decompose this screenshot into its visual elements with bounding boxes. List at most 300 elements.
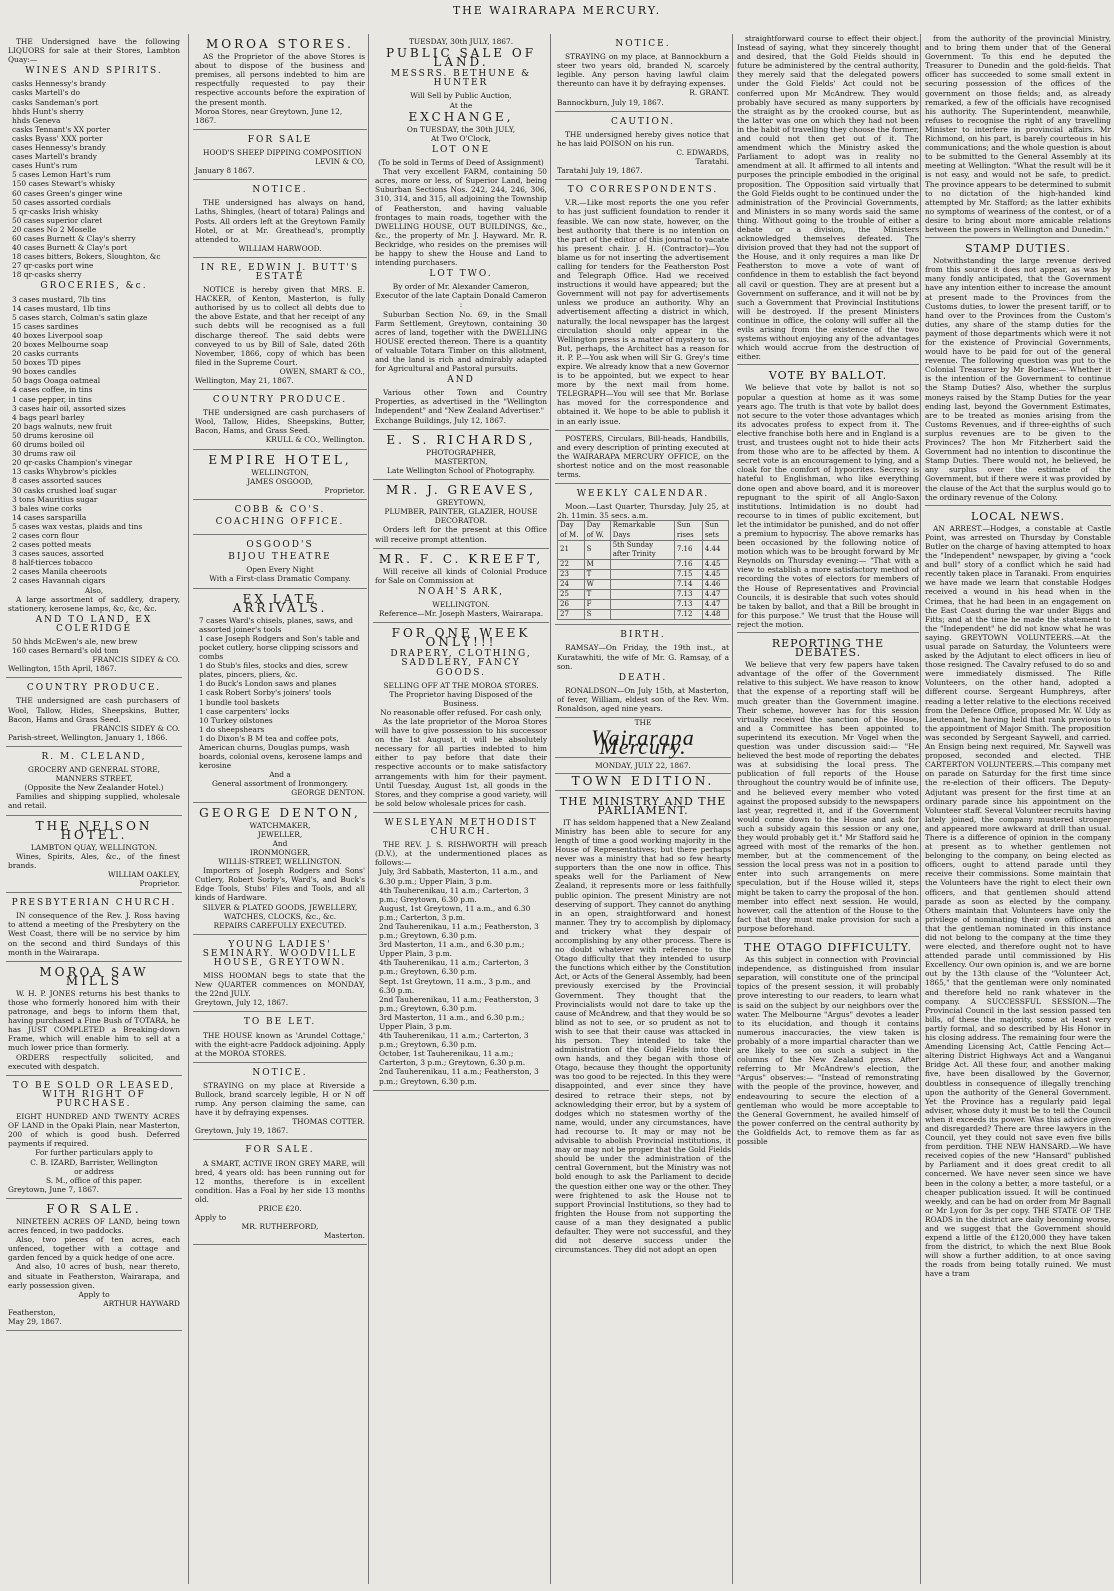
death-notice: RONALDSON—On July 15th, at Masterton, of fever, William, eldest son of the Rev. Wm. Ronaldson, aged nine years.: [557, 685, 729, 713]
ad-address: MASTERTON,: [434, 456, 488, 466]
calendar-row: [558, 590, 729, 600]
grocery-list: [8, 295, 180, 586]
ad-place: Masterton.: [323, 1231, 365, 1241]
section-heading: BIRTH.: [620, 630, 666, 641]
signature: THOMAS COTTER.: [292, 1117, 365, 1127]
ad-date: Greytown, June 7, 1867.: [8, 1184, 99, 1194]
list-item: hhds Geneva: [12, 115, 61, 125]
saw-mills-ad: [6, 962, 182, 1076]
ad-text: HOOD'S SHEEP DIPPING COMPOSITION: [203, 147, 362, 157]
list-item: cases Hennessy's brandy: [12, 143, 106, 153]
sidey-liquors-ad: [6, 34, 182, 678]
article-heading: THE OTAGO DIFFICULTY.: [743, 941, 912, 954]
ad-text: A SMART, ACTIVE IRON GREY MARE, will bred, 4 years old: has been running out for 12 months, therefore is in excellent condition. Has a Foal by her side 13 months old.: [195, 1158, 365, 1204]
ad-heading: TO BE LET.: [243, 1017, 317, 1028]
calendar-cell: 4.45: [702, 559, 728, 569]
list-item: hhds Hunt's sherry: [12, 106, 84, 116]
list-item: 4th Tauherenikau, 11 a.m.; Carterton, 3 p.m.; Greytown, 6.30 p.m.: [379, 958, 529, 977]
list-item: 4th Tauherenikau, 11 a.m.; Carterton, 3 p.m.; Greytown, 6.30 p.m.: [379, 1031, 529, 1050]
list-item: 1 case Joseph Rodgers and Son's table and pocket cutlery, horse clipping scissors and combs: [199, 633, 360, 662]
list-item: 30 drums raw oil: [12, 449, 76, 459]
ad-text: Late Wellington School of Photography.: [387, 465, 535, 475]
calendar-cell: 7.12: [674, 610, 702, 620]
ad-subheading: DRAPERY, CLOTHING, SADDLERY, FANCY GOODS.: [390, 649, 532, 678]
ad-text: THE undersigned has always on hand, Laths, Shingles, (heart of totara) Palings and Posts. All orders left at the Greytown Family Hotel, or at Mr. Greathead's, promptly attended to.: [195, 198, 365, 244]
calendar-cell: T: [584, 590, 610, 600]
ad-text: And a: [269, 770, 291, 780]
list-item: 2 cases Havannah cigars: [12, 576, 106, 586]
list-item: 50 bags Ooaga oatmeal: [12, 376, 101, 386]
ad-heading: NOTICE.: [252, 185, 308, 196]
article-text: AN ARREST.—Hodges, a constable at Castle Point, was arrested on Thursday by Constable Butler on the charge of having attempted to hoax the "Independent" newspaper, by giving a "cock and bull" story of a conflict which he said had recently taken place in Taranaki. From enquiries we have made we learn that constable Hodges received a wound in his head when in the Crimea, that he had been in an engagement on the East Coast during the war under Biggs and Fitts; and at the time he made the statement to the "Independent" he did not know what he was saying. GREYTOWN VOLUNTEERS.—At the usual parade on Saturday, the Volunteers were asked by the Adjutant to elect officers in lieu of those resigned. The Cavalry refused to do so and were immediately dismissed. The Rifle Volunteers, on the other hand, adopted a different course. Sergeant Humphreys, after reading a letter relative to the elections received from the Defence Office, proposed Mr. W. Udy as Lieutenant, he having held that rank previous to the appointment of Major Smith. The proposition was seconded by Sergeant Saywell, and carried. An Ensign being next required, Mr. Saywell was proposed, seconded and elected. THE CARTERTON VOLUNTEERS.—This company met on parade on Saturday for the first time since the re-election of their officers. The Deputy-Adjutant was present for the first time at an ordinary parade since his appointment on the Volunteer staff. Several Volunteer recruits having lately joined, the company mustered stronger and appeared more awkward at drill than usual. There is a difference of opinion in the company at present as to whether gentlemen not belonging to the company, on being elected as officers, ought to attend parade until they receive their commissions. Some maintain that the Volunteers have the right to elect their own officers, and that gentlemen should attend parade as soon as elected by the company. Others maintain that Volunteers have only the privilege of nominating their own officers and that the gentleman nominated in this instance did not belong to the company at the time they were elected, and therefore ought not to have attended parade until commissioned by His Excellency. Our own opinion is, and we are borne out by the 13th clause of the "Volunteer Act, 1865," that the gentleman were only nominated and therefore held no rank whatever in the company. A SUCCESSFUL SESSION.—The Provincial Council in the last session passed ten bills, of these the majority, some at least very partly formal, and so described by His Honor in his closing address. The remaining four were the Amending Licensing Act, Cattle Fencing Act—altering District Highways Act and a Wanganui Bridge Act. All these four, and another making five, have been disallowed by the Governor, doubtless in consequence of illegally trenching upon the authority of the General Government. Yet the Province has a regularly paid legal adviser, whose duty it must be to tell the Council when it exceeds its power. Was this advice given and disregarded? There are three lawyers in the Council, yet they could not save even five bills from perdition. THE NEW HANSARD.—We have received copies of the new "Hansard" published by Parliament and it does great credit to all concerned. We have never seen since we have been in the colony a better, a more tasteful, or a cheaper publication issued. It will be continued weekly, and can be had on order from Mr Bagnall or Mr Lyon for 3s per copy. THE STATE OF THE ROADS in the district are daily becoming worse, and we suggest that the Government should expend a little of the £120,000 they have taken from the district, to which the next Blue Book will show a further addition, to at once saving the roads from being totally ruined. We must have a tram: [925, 523, 1111, 1279]
moroa-stores-ad: [193, 34, 367, 130]
ad-address: MANNERS STREET,: [55, 774, 133, 784]
signature: WILLIAM HARWOOD.: [238, 243, 322, 253]
calendar-cell: [610, 590, 674, 600]
section-heading: DEATH.: [618, 672, 668, 683]
butt-estate-notice: [193, 258, 367, 390]
ad-text: As the late proprietor of the Moroa Stores will have to give possession to his successor on the 1st August, it will be absolutely necessary for all parties indebted to him either to pay before that date their respective accounts or to make satisfactory arrangements with him for their payment. Until Tuesday, August 1st, all goods in the Stores, and they comprise a good variety, will be sold below wholesale prices for cash.: [375, 717, 547, 808]
list-item: 1 do sheepshears: [199, 724, 265, 734]
calendar-header-cell: Day of W.: [584, 521, 610, 540]
calendar-cell: 4.44: [702, 540, 728, 559]
ad-subheading: PLUMBER, PAINTER, GLAZIER, HOUSE DECORATOR.: [384, 507, 538, 526]
list-item: 60 cases Green's ginger wine: [12, 188, 123, 198]
signature-role: Proprietor.: [139, 879, 180, 889]
paper-nameplate: [555, 718, 731, 790]
list-item: 40 cases Burnett & Clay's port: [12, 243, 128, 253]
to-let-ad: [193, 1012, 367, 1062]
list-item: 2nd Tauherenikau, 11 a.m.; Featherston, 3 p.m.; Greytown, 6.30 p.m.: [379, 994, 539, 1013]
signature: FRANCIS SIDEY & CO.: [92, 655, 180, 665]
list-item: 13 casks Whybrow's pickles: [12, 467, 117, 477]
ad-address: GREYTOWN,: [436, 498, 486, 508]
calendar-body: [558, 540, 729, 620]
ad-text: IN consequence of the Rev. J. Ross having to attend a meeting of the Presbytery on the West Coast, there will be no service by him on the second and third Sundays of this month in the Wairarapa.: [8, 911, 180, 957]
column-5: [732, 34, 919, 1584]
ad-heading: YOUNG LADIES' SEMINARY. WOODVILLE HOUSE, GREYTOWN.: [202, 939, 358, 968]
article-heading: VOTE BY BALLOT.: [768, 369, 888, 383]
calendar-cell: 27: [558, 610, 585, 620]
list-item: 50 cases superior claret: [12, 215, 103, 225]
article-text: Notwithstanding the large revenue derived from this source it does not appear, as was by many fondly anticipated, that the Government have any intention either to increase the amount at present made to the Provinces from the Customs duties, to lower the present tariff, or to hand over to the Provinces from the Custom's duties, any share of the stamp duties for the payment of those departments which were it not for the existence of Provincial Governments, would have to be paid for out of the general revenue. The following question was put to the Colonial Treasurer by Mr Borlase:— Whether it is the intention of the Government to continue the Stamp Duties? Also, whether the surplus moneys raised by the Stamp Duties for the year ending last, beyond the Government Estimates, are to be treated as monies arising from the Customs Revenues, and if three-eighths of such surplus revenues are to be given to the Provinces? The hon Mr Fitzherbert said the Government had no intention to discontinue the Stamp Duties. There would not, he believed, be any surplus over the estimate of the Government, but if there were it was provided by the clause of the Act that the surplus would go to the ordinary revenue of the Colony.: [925, 256, 1111, 502]
list-item: 3 cases sauces, assorted: [12, 549, 104, 559]
ad-text: No reasonable offer refused. For cash only,: [380, 707, 542, 717]
lot-subheading: By order of Mr. Alexander Cameron, Executor of the late Captain Donald Cameron :: [375, 282, 547, 310]
ad-subheading: And: [272, 838, 288, 848]
list-item: 1 do Stub's files, stocks and dies, screw plates, pincers, pliers, &c.: [199, 661, 348, 680]
ad-text: With a First-class Dramatic Company.: [209, 574, 351, 584]
ad-place: Taratahi.: [695, 157, 729, 167]
edition-label: TOWN EDITION.: [571, 774, 715, 789]
lot-text: Various other Town and Country Properties, as advertised in the "Wellington Independent" and "New Zealand Advertiser.": [375, 388, 547, 416]
ad-date: TUESDAY, 30th JULY, 1867.: [408, 37, 514, 46]
ad-address: WELLINGTON.: [432, 599, 490, 609]
sheep-dip-ad: [193, 130, 367, 180]
list-item: 2nd Tauherenikau, 11 a.m.; Featherston, 3 p.m.; Greytown, 6.30 p.m.: [379, 921, 539, 941]
signature: ARTHUR HAYWARD: [103, 1298, 180, 1308]
section-heading: WEEKLY CALENDAR.: [576, 489, 710, 500]
ministry-article: [555, 794, 731, 1255]
list-item: 18 qr-casks sherry: [12, 270, 82, 280]
krull-produce-ad: [193, 390, 367, 449]
calendar-cell: 4.47: [702, 590, 728, 600]
signature: MR. RUTHERFORD,: [241, 1222, 319, 1232]
article-text: We believe that vote by ballot is not so popular a question at home as it was some years ago. The truth is that vote by ballot does not secure to the voter those advantages which its advocates profess to expect from it. The elective franchise both here and in England is a trust, and trustees ought not to hide their acts from those who are to be affected by them. A secret vote is an encouragement to lying, and a cloak for the comfort of hypocrites. Secrecy is hateful to Englishman, who like everything done open and above board, and it is moreover repugnant to the spirit of all Anglo-Saxon institutions. Intimidation is no doubt had recourse to in times of public excitement, but let the intimidator be punished, and do not offer a premium to hypocrisy. The above remarks has been occasioned by the following notice of motion which was to be brought forward by Mr Reynolds on Thursday evening:— "That with a view to establish a more satisfactory method of recording the votes of electors for members of the House of Representatives and Provincial Councils, it is desirable that such votes should be taken by ballot, and that a Bill be brought in for this purpose." We trust that the House will reject the motion.: [737, 383, 919, 629]
nelson-hotel-ad: [6, 816, 182, 894]
weekly-calendar: [555, 484, 731, 625]
ad-text: POSTERS, Circulars, Bill-heads, Handbills, and every description of printing executed at the WAIRARAPA MERCURY OFFICE, on the shortest notice and on the most reasonable terms.: [557, 433, 729, 480]
list-item: 50 drums kerosine oil: [12, 430, 94, 440]
land-list: [8, 637, 180, 655]
signature: LEVIN & CO,: [315, 157, 365, 167]
calendar-cell: F: [584, 600, 610, 610]
lot-text: Suburban Section No. 69, in the Small Farm Settlement, Greytown, containing 30 acres of land, together with the DWELLING HOUSE erected thereon. There is a quantity of valuable Totara Timber on this allotment, and the land is rich and admirably adapted for Agricultural and Pastoral pursuits.: [375, 309, 547, 374]
grey-mare-ad: [193, 1140, 367, 1245]
ad-text: W. H. P. JONES returns his best thanks to those who formerly honored him with their patronage, and begs to inform them that, having purchased a Fine Bush of TOTARA, he has JUST COMPLETED a Breaking-down Frame, which will enable him to sell at a much lower price than formerly.: [8, 988, 180, 1053]
ad-text: MISS HOOMAN begs to state that the New QUARTER commences on MONDAY, the 22nd JULY.: [195, 971, 365, 999]
list-item: 20 casks currants: [12, 349, 79, 359]
ad-heading: THE NELSON HOTEL.: [35, 818, 153, 842]
list-item: cases Hunt's rum: [12, 161, 78, 171]
ad-heading: R. M. CLELAND,: [41, 751, 147, 762]
ad-text: NOTICE is hereby given that MRS. E. HACKER, of Kenton, Masterton, is fully authorised by us to collect all debts due to the above Estate, and that her receipt of any such debts will be recognised as a full discharge thereof. The said debts were conveyed to us by Bill of Sale, dated 26th November, 1866, copy of which has been filed in the Supreme Court.: [195, 285, 365, 367]
ad-date: Wellington, 15th April, 1867.: [8, 664, 117, 674]
lot-heading: LOT ONE: [431, 144, 491, 155]
calendar-row: [558, 540, 729, 559]
list-item: 40 boxes Liverpool soap: [12, 330, 103, 340]
calendar-cell: 7.13: [674, 590, 702, 600]
list-item: August, 1st Greytown, 11 a.m., and 6.30 p.m.; Carterton, 3 p.m.: [379, 903, 531, 922]
ad-heading: FOR SALE: [247, 134, 313, 145]
one-week-sale-ad: [373, 623, 549, 813]
ad-heading: IN RE, EDWIN J. BUTT'S ESTATE: [200, 262, 360, 282]
list-item: 10 Turkey oilstones: [199, 715, 273, 725]
list-item: 7 cases Ward's chisels, planes, saws, and assorted joiner's tools: [199, 615, 354, 634]
ad-text: THE REV. J. S. RISHWORTH will preach (D.V.), at the undermentioned places as follows:—: [375, 840, 547, 868]
wine-list: [8, 79, 180, 279]
calendar-cell: 25: [558, 590, 585, 600]
ad-date: Bannockburn, July 19, 1867.: [557, 97, 664, 107]
ad-heading: MR. F. C. KREEFT,: [378, 551, 544, 566]
list-item: 5 qr-casks Irish whisky: [12, 206, 99, 216]
list-item: 3rd Masterton, 11 a.m., and 6.30 p.m.; Upper Plain, 3 p.m.: [379, 1012, 525, 1031]
calendar-cell: [610, 569, 674, 579]
ad-text: THE HOUSE known as 'Arundel Cottage,' with the eight-acre Paddock adjoining. Apply at the MOROA STORES.: [195, 1030, 365, 1058]
section-text: V.R.—Like most reports the one you refer to has just sufficient foundation to render it feasible. We can now state, however, on the best authority that there is no intention on the part of the editor of this journal to vacate his present chair. J. H. (Contractor)—You blame us for not inserting the advertisement calling for tenders for the Featherston Post and Telegraph Office. Had we received instructions it would have appeared; but the Government will not pay for advertisements unless we produce an authority. Why an advertisement affecting a district in which, naturally, the local newspaper has the largest circulation should only appear in the Wellington press is a matter of mystery to us. But, perhaps, the Architect has a reason for it. P. P.—You ask when will Sir G. Grey's time expire. We already know that a new Governor is to be appointed, but we expect to hear more by the next mail from home. TELEGRAPH—You will see that Mr. Borlase has moved for the correspondence and obtained it. We hope to be able to publish it in an early issue.: [557, 198, 729, 426]
list-item: 2 cases Manila cheeroots: [12, 567, 107, 577]
greaves-ad: [373, 480, 549, 549]
list-item: 18 cases bitters, Bokers, Sloughton, &c: [12, 252, 161, 262]
caution-notice: [555, 112, 731, 181]
article-heading: LOCAL NEWS.: [970, 509, 1066, 523]
calendar-cell: S: [584, 540, 610, 559]
list-item: 1 case pepper, in tins: [12, 394, 92, 404]
lot-text: That very excellent FARM, containing 50 acres, more or less, of Superior Land, being Suburban Sections Nos. 242, 244, 246, 306, 310, 314, and 315, all adjoining the Township of Featherston, and having valuable frontages to main roads, together with the DWELLING HOUSE, OUT BUILDINGS, &c., &c., the property of Mr. J. Hayward. Mr. R. Beckridge, who resides on the premises will be happy to shew the House and Land to intending purchasers.: [375, 167, 547, 268]
ad-text: SILVER & PLATED GOODS, JEWELLERY, WATCHES, CLOCKS, &c., &c.: [202, 902, 358, 921]
cotter-notice: [193, 1063, 367, 1141]
list-item: 14 cases mustard, 1lb tins: [12, 303, 111, 313]
cobb-coaching-ad: [193, 500, 367, 535]
ad-heading: E. S. RICHARDS,: [386, 432, 536, 447]
list-item: 90 boxes candles: [12, 367, 77, 377]
ad-text: THE undersigned are cash purchasers of Wool, Tallow, Hides, Sheepskins, Butter, Bacon, Hams, and Grass Seed.: [195, 408, 365, 436]
list-item: 20 cases No 2 Moselle: [12, 224, 97, 234]
ad-text: THE undersigned hereby gives notice that he has laid POISON on his run.: [557, 129, 729, 148]
ad-heading: CAUTION.: [610, 116, 676, 127]
calendar-header-cell: Sun rises: [674, 521, 702, 540]
ad-text: STRAYING on my place at Riverside a Bullock, brand scarcely legible, H or N off rump. Any person claiming the same, can have it by defraying expenses.: [195, 1080, 365, 1118]
column-1: [6, 34, 182, 1584]
public-sale-ad: [373, 34, 549, 430]
ad-text: Reference—Mr. Joseph Masters, Wairarapa.: [378, 609, 544, 619]
calendar-cell: 23: [558, 569, 585, 579]
ad-address: LAMBTON QUAY, WELLINGTON.: [30, 842, 158, 852]
venue: EXCHANGE,: [408, 109, 514, 124]
calendar-row: [558, 600, 729, 610]
list-item: 50 hhds McEwen's ale, new brew: [12, 637, 138, 646]
calendar-cell: 21: [558, 540, 585, 559]
list-item: 5 cases Lemon Hart's rum: [12, 170, 111, 180]
signature: C. EDWARDS,: [676, 147, 729, 157]
ad-date: Parish-street, Wellington, January 1, 1866.: [8, 732, 168, 742]
list-item: 20 boxes Melbourne soap: [12, 340, 109, 349]
ad-text: Will receive all kinds of Colonial Produce for Sale on Commission at: [375, 566, 547, 585]
signature: FRANCIS SIDEY & CO.: [92, 723, 180, 733]
ad-heading: COBB & CO'S.: [234, 504, 326, 515]
lot-heading: LOT TWO.: [429, 269, 493, 280]
list-item: 150 cases Stewart's whisky: [12, 179, 116, 189]
calendar-cell: 4.47: [702, 600, 728, 610]
ad-date: January 8 1867.: [195, 166, 255, 176]
list-item: 1 bundle tool baskets: [199, 697, 280, 707]
column-4: [550, 34, 731, 1584]
presbyterian-church-ad: [6, 893, 182, 962]
calendar-table: [557, 520, 729, 620]
ad-text: Importers of Joseph Rodgers and Sons' Cutlery, Robert Sorby's, Ward's, and Buck's Edge Tools, Stubs' Files and Tools, and all kinds of Hardware.: [195, 866, 365, 903]
calendar-cell: T: [584, 569, 610, 579]
ad-price: PRICE £20.: [258, 1204, 302, 1214]
article-continuation: from the authority of the provincial Ministry, and to bring them under that of the General Government. To this end he deputed the Treasurer to Dunedin and the gold-fields. That officer has succeeded to some small extent in securing possession of the offices of the government on those fields; and, as already remarked, a few of the officials have recognised his authority. The Superintendent, meanwhile, refuses to recognise the right of any travelling Minister to interfere in provincial affairs. Mr Richmond, on his part, is barely courteous in his communications; and the whole question is about to be submitted to the General Assembly at its meeting at Wellington. "What the result will be it is not easy, and would not be safe, to predict. The province appears to be determined to submit to no dictation of the high-handed kind attempted by Mr. Stafford; as the latter exhibits no symptoms of weariness of the contest, or of a desire to bring about more amicable relations between the powers in Wellington and Dunedin.": [925, 34, 1111, 234]
ad-text: NINETEEN ACRES OF LAND, being town acres fenced, in two paddocks.: [8, 1216, 180, 1236]
ad-text: Wines, Spirits, Ales, &c., of the finest brands.: [8, 851, 180, 870]
list-item: 30 casks crushed loaf sugar: [12, 485, 117, 495]
list-item: 20 bags walnuts, new fruit: [12, 421, 113, 431]
calendar-cell: [610, 610, 674, 620]
ad-text: Will Sell by Public Auction,: [410, 91, 512, 101]
list-item: 50 cases assorted cordials: [12, 197, 111, 207]
ad-heading: MOROA SAW MILLS: [39, 964, 149, 988]
signature: OWEN, SMART & CO.,: [279, 366, 365, 376]
article-heading: THE MINISTRY AND THE PARLIAMENT.: [559, 794, 727, 817]
calendar-cell: 7.15: [674, 569, 702, 579]
calendar-cell: [610, 600, 674, 610]
ad-heading: PUBLIC SALE OF LAND.: [385, 46, 537, 70]
correspondents-section: [555, 180, 731, 430]
list-item: 60 cases Burnett & Clay's sherry: [12, 233, 136, 243]
ad-address: WELLINGTON,: [251, 467, 309, 477]
section-heading: AND TO LAND, EX COLERIDGE: [35, 614, 153, 634]
ad-date: Moroa Stores, near Greytown, June 12, 1867.: [195, 106, 343, 125]
ad-subheading: GROCERY AND GENERAL STORE,: [28, 765, 160, 775]
ad-text: Families and shipping supplied, wholesale and retail.: [8, 792, 180, 811]
list-item: cases Martell's brandy: [12, 152, 97, 162]
ad-text: Apply to: [78, 1289, 110, 1299]
ad-text: STRAYING on my place, at Bannockburn a steer two years old, branded N, scarcely legible. Any person having lawful claim thereunto can have it by defraying expenses.: [557, 52, 729, 89]
ad-date: Greytown, July 12, 1867.: [195, 998, 289, 1008]
ad-heading: MR. J. GREAVES,: [386, 483, 536, 498]
auctioneers: MESSRS. BETHUNE & HUNTER: [390, 69, 532, 89]
article-text: IT has seldom happened that a New Zealand Ministry has been able to secure for any length of time a good working majority in the House of Representatives; but there perhaps never was a ministry that had so few hearty supporters than the one now in office. This speaks well for the Parliament of New Zealand, it represents more or less faithfully public opinion. The present Ministry are not deserving of support. They cannot do anything in an open, straightforward and honest manner. They try to accomplish by diplomacy and trickery what they despair of accomplishing by any other process. There is no doubt whatever with reference to the Otago difficulty that they intended to usurp the functions which either by the Constitution Act, or Acts of the General Assembly, had been previously exercised by the Provincial Government. They thought that the Provincialists would not dare to take up the cause of McAndrew, and that they would be so blind as not to see, or so prudent as not to wish to see that their cause was attacked in his person. They intended to take the administration of the Gold Fields into their own hands, and they began with those of Otago, because they thought the opportunity was too good to be rejected. In this they were disappointed, and ever since they have desired to retrace their steps, not by acknowledging their error, but by a system of dodges which no statesmen worthy of the name, would, under any circumstances, have had recourse to. It may or may not be advisable to abolish Provincial institutions, it may or may not be proper that the Gold Fields should be under the administration of the central Government, but the Ministry was not bold enough to ask the Parliament to decide the question either one way or the other. They were frightened to ask the House not to support Provincial Institutions, so they had to frighten the House from not supporting the cause of a man they designated a public defaulter. They were not successful, and they did not deserve success under the circumstances. They did not adopt an open: [555, 817, 731, 1255]
calendar-cell: [610, 559, 674, 569]
grant-notice: [555, 34, 731, 112]
list-item: 3 bales wine corks: [12, 503, 82, 513]
signature: R. GRANT.: [689, 88, 729, 98]
section-heading: TO CORRESPONDENTS.: [567, 185, 719, 196]
list-item: casks Hennessy's brandy: [12, 79, 106, 89]
births-deaths: [555, 625, 731, 718]
ad-heading: EX LATE ARRIVALS.: [232, 591, 328, 615]
list-item: 1 case carpenters' locks: [199, 706, 290, 716]
list-item: 8 half-tierces tobacco: [12, 558, 93, 568]
calendar-cell: W: [584, 579, 610, 589]
signature: C. B. IZARD, Barrister, Wellington: [30, 1157, 158, 1167]
column-2: [188, 34, 367, 1584]
list-item: July, 3rd Sabbath, Masterton, 11 a.m., and 6.30 p.m.; Upper Plain, 3 p.m.: [379, 867, 539, 886]
calendar-row: [558, 569, 729, 579]
ad-date: Exchange Buildings, July 12, 1867.: [375, 415, 506, 425]
ad-heading: OSGOOD'S: [246, 540, 314, 551]
ad-heading: GEORGE DENTON,: [199, 805, 361, 820]
calendar-cell: 4.45: [702, 569, 728, 579]
harwood-notice: [193, 180, 367, 258]
list-item: 8 cases assorted sauces: [12, 476, 102, 486]
calendar-row: [558, 610, 729, 620]
calendar-header-cell: Sun sets: [702, 521, 728, 540]
list-item: casks Tennant's XX porter: [12, 124, 110, 134]
ad-text: General assortment of Ironmongery.: [211, 779, 349, 789]
ad-text: And also, 10 acres of bush, near thereto, and situate in Featherston, Wairarapa, and early possession given.: [8, 1262, 180, 1290]
cleland-store-ad: [6, 747, 182, 816]
ad-text: Open Every Night: [246, 565, 314, 575]
calendar-cell: 7.16: [674, 559, 702, 569]
list-item: 5 cases wax vestas, plaids and tins: [12, 521, 143, 531]
moon-phase: Moon.—Last Quarter, Thursday, July 25, at 2h. 11min. 35 secs. a.m.: [557, 502, 729, 521]
ad-heading: EMPIRE HOTEL,: [208, 452, 352, 467]
printing-ad: [555, 431, 731, 484]
signature: KRULL & CO., Wellington.: [265, 435, 365, 445]
list-item: 2nd Tauherenikau, 11 a.m.; Featherston, 3 p.m.; Greytown, 6.30 p.m.: [379, 1067, 539, 1086]
ad-text: The Proprietor having Disposed of the Business.: [389, 689, 533, 708]
ad-text: REPAIRS CAREFULLY EXECUTED.: [213, 920, 347, 930]
also-text: A large assortment of saddlery, drapery, stationery, kerosene lamps, &c, &c, &c.: [8, 594, 180, 613]
ad-text: On TUESDAY, the 30th JULY,: [406, 124, 516, 134]
signature: S. M., office of this paper.: [45, 1175, 143, 1185]
ad-subheading: SELLING OFF AT THE MOROA STORES.: [383, 680, 539, 690]
land-sale-ad: [6, 1076, 182, 1199]
signature-role: Proprietor.: [324, 485, 365, 495]
ad-text: Also, two pieces of ten acres, each unfenced, together with a cottage and garden fenced by a quick hedge of one acre.: [8, 1235, 180, 1263]
column-3: [368, 34, 549, 1584]
ad-heading: COUNTRY PRODUCE.: [212, 395, 348, 406]
issue-date: MONDAY, JULY 22, 1867.: [595, 761, 691, 771]
calendar-cell: 7.16: [674, 540, 702, 559]
ad-heading: TO BE SOLD OR LEASED, WITH RIGHT OF PURCHASE.: [12, 1080, 176, 1109]
empire-hotel-ad: [193, 450, 367, 500]
ad-subheading: JEWELLER,: [257, 829, 303, 839]
ad-heading: COUNTRY PRODUCE.: [26, 683, 162, 694]
birth-notice: RAMSAY—On Friday, the 19th inst., at Kuratawhiti, the wife of Mr. G. Ramsay, of a son.: [557, 643, 729, 671]
list-item: casks Byass' XXX porter: [12, 133, 103, 143]
article-text: As this subject in connection with Provincial independence, as distinguished from insular separation, will constitute one of the principal topics of the present session, it will probably prove interesting to our readers, to learn what is said on the subject by our neighbors over the water. The Melbourne "Argus" devotes a leader to its elucidation, and though it contains numerous inaccuracies, the view taken is probably of a more impartial character than we are likely to see on such a subject in the columns of the New Zealand press. After referring to Mr McAndrew's election, the "Argus" observes:— "Instead of remonstrating with the people of the province, however, and endeavouring to secure the election of a gentleman who would be more acceptable to the General Government, he availed himself of the power conferred on the central authority by the Goldfields Act, to remove them as far as possible: [737, 955, 919, 1146]
arrivals-list: [195, 616, 365, 771]
ad-date: May 29, 1867.: [8, 1317, 62, 1326]
article-heading: REPORTING THE DEBATES.: [771, 637, 885, 660]
wesleyan-church-ad: [373, 813, 549, 1091]
calendar-row: [558, 579, 729, 589]
list-item: 1 do Dixon's B M tea and coffee pots, American churns, Douglas pumps, wash boards, colonial ovens, kerosene lamps and kerosine: [199, 733, 363, 771]
calendar-cell: 5th Sunday after Trinity: [610, 540, 674, 559]
list-item: 4 bags pearl barley: [12, 412, 85, 422]
ad-heading: NOTICE.: [252, 1067, 308, 1078]
nameplate-the: THE: [634, 718, 652, 728]
masthead: THE WAIRARAPA MERCURY.: [452, 4, 662, 17]
for-sale-ad: [6, 1199, 182, 1331]
nameplate-title: Wairarapa Mercury.: [591, 725, 695, 760]
ad-intro: THE Undersigned have the following LIQUORS for sale at their Stores, Lambton Quay:—: [8, 37, 180, 65]
denton-ad: [193, 803, 367, 935]
calendar-header-cell: Remarkable Days: [610, 521, 674, 540]
list-item: 20 qr-casks Champion's vinegar: [12, 458, 133, 468]
list-item: 5 cases starch, Colman's satin glaze: [12, 312, 148, 322]
list-item: 15 cases sardines: [12, 321, 79, 331]
list-item: 14 cases sarsparilla: [12, 512, 87, 522]
list-item: 3 cases hair oil, assorted sizes: [12, 403, 126, 413]
richards-photographer-ad: [373, 430, 549, 480]
list-item: Sept. 1st Greytown, 11 a.m., 3 p.m., and 6.30 p.m.: [379, 976, 531, 995]
list-item: 1 cask Robert Sorby's joiners' tools: [199, 688, 332, 698]
list-item: 3 cases mustard, 7lb tins: [12, 294, 106, 304]
list-item: 27 qr-casks port wine: [12, 261, 94, 271]
ad-text: At the: [449, 100, 473, 110]
ad-heading: FOR SALE.: [245, 1145, 315, 1156]
list-item: 1 do Buck's London saws and planes: [199, 679, 337, 689]
ad-subheading: WATCHMAKER,: [249, 820, 311, 830]
calendar-cell: 22: [558, 559, 585, 569]
list-item: 4th Tauherenikau, 11 a.m.; Carterton, 3 p.m.; Greytown, 6.30 p.m.: [379, 885, 529, 904]
signature: JAMES OSGOOD,: [247, 476, 313, 486]
calendar-cell: 7.13: [674, 600, 702, 610]
ad-text: or address: [74, 1166, 114, 1176]
ad-place: Featherston,: [8, 1307, 56, 1317]
ad-text: EIGHT HUNDRED AND TWENTY ACRES OF LAND in the Opaki Plain, near Masterton, 200 of which is good bush. Deferred payments if required.: [8, 1112, 180, 1149]
ad-text: Apply to: [195, 1213, 227, 1223]
ad-address: WILLIS-STREET, WELLINGTON.: [218, 857, 342, 867]
ad-heading: PRESBYTERIAN CHURCH.: [11, 898, 177, 909]
ad-date: Taratahi July 19, 1867.: [557, 166, 643, 176]
ad-date: Greytown, July 19, 1867.: [195, 1126, 289, 1136]
signature: GEORGE DENTON.: [291, 788, 365, 798]
list-item: October, 1st Tauherenikau, 11 a.m.; Carterton, 3 p.m.; Greytown, 6.30 p.m.: [379, 1049, 526, 1068]
country-produce-ad: [6, 678, 182, 747]
ad-heading: WESLEYAN METHODIST CHURCH.: [384, 817, 538, 838]
list-item: casks Sandeman's port: [12, 97, 99, 107]
list-item: 160 cases Bernard's old tom: [12, 646, 119, 656]
list-item: 3rd Masterton, 11 a.m., and 6.30 p.m.; Upper Plain, 3 p.m.: [379, 940, 525, 959]
ad-heading: FOR ONE WEEK ONLY!!!: [391, 626, 531, 650]
article-continuation: straightforward course to effect their object. Instead of saying, what they sincerely thought and desired, that the Gold Fields should in future be administered by the central authority, they merely said that the delegated powers under the Gold Fields' Act could not be conferred upon Mr McAndrew. They would probably have secured as many supporters by the straight as by the crooked course, but as the latter was one on which they had not been in the habit of travelling they choose the former, and could not then get out of it. The amendment which the Ministry asked the Parliament to adopt was in reality no amendment at all. It affirmed to all intents and purposes the principle embodied in the original proposition. The Opposition said virtually that the Gold Fields ought to be continued under the administration of the Provincial Governments, and Ministers in so many words said the same thing. Without going to the trouble of either a debate or a division, the Ministers acknowledged themselves defeated. The division proved that they had not the support of the House, and it only requires a man like Dr Featherston to move a vote of want of confidence in them to establish the fact beyond all cavil or question. They are at present but a Government on sufferance, and it will not be by such a Government that Provincial Institutions will be destroyed. If the present Ministers continue in office, the colony will suffer all the evils arising from the existence of the two systems without enjoying any of the advantages which would accrue from the destruction of either.: [737, 34, 919, 362]
calendar-header-row: [558, 521, 729, 540]
